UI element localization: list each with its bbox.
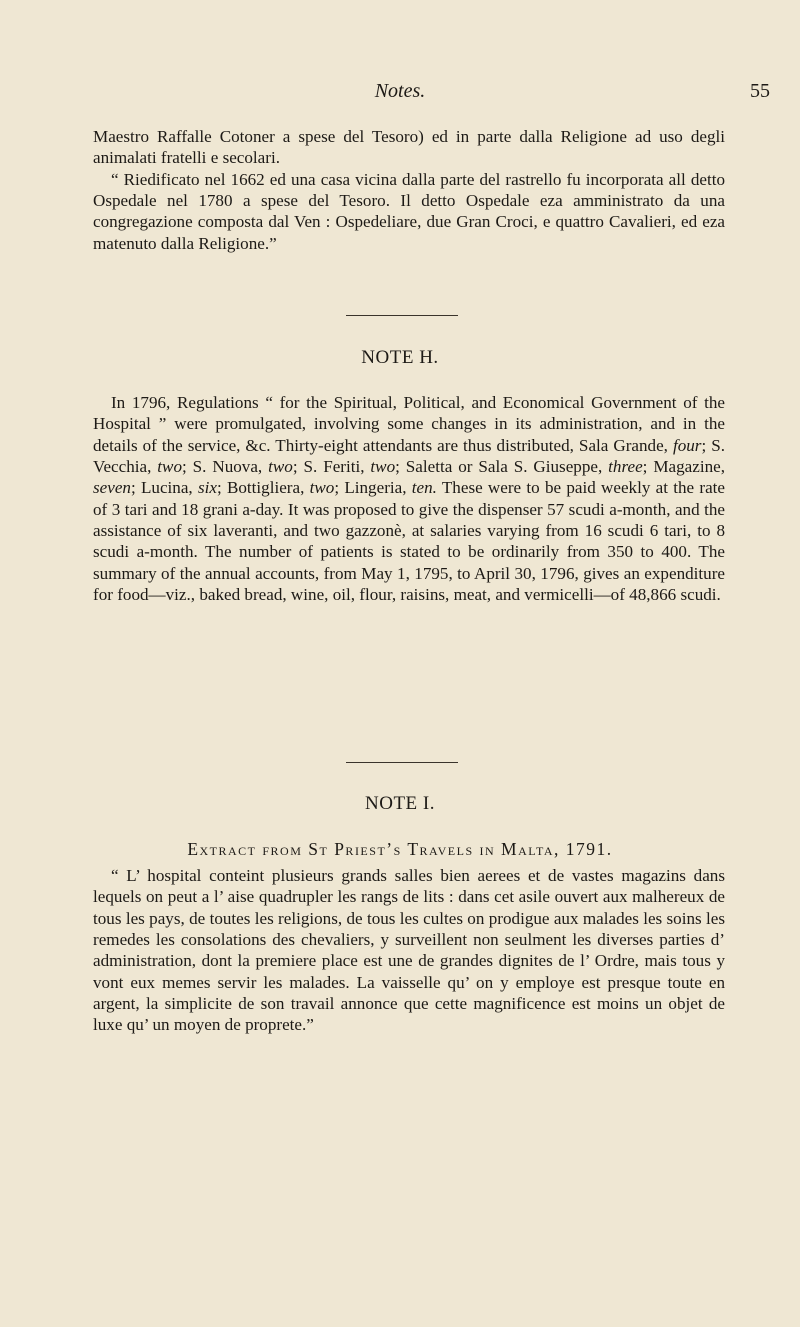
paragraph-1: Maestro Raffalle Cotoner a spese del Tesoro) ed in parte dalla Religione ad uso degli animalati fratelli e secolari. bbox=[93, 127, 725, 168]
section-divider bbox=[346, 315, 458, 316]
note-h-heading: NOTE H. bbox=[361, 347, 439, 368]
page-header bbox=[0, 80, 800, 110]
running-head: Notes. bbox=[374, 80, 426, 102]
section-divider bbox=[346, 762, 458, 763]
note-i-heading: NOTE I. bbox=[365, 793, 435, 814]
extract-heading: Extract from St Priest’s Travels in Malta, 1791. bbox=[187, 839, 613, 859]
note-h-paragraph: In 1796, Regulations “ for the Spiritual, Political, and Economical Government of the Hospital ” were promulgated, involving some changes in its administration, and in the details of the service, &c. Thirty-eight attendants are thus distributed, Sala Grande, four; S. Vecchia, two; S. Nuova, two; S. Feriti, two; Saletta or Sala S. Giuseppe, three; Magazine, seven; Lucina, six; Bottigliera, two; Lingeria, ten. These were to be paid weekly at the rate of 3 tari and 18 grani a-day. It was proposed to give the dispenser 57 scudi a-month, and the assistance of six laveranti, and two gazzonè, at salaries varying from 16 scudi 6 tari, to 8 scudi a-month. The number of patients is stated to be ordinarily from 350 to 400. The summary of the annual accounts, from May 1, 1795, to April 30, 1796, gives an expenditure for food—viz., baked bread, wine, oil, flour, raisins, meat, and vermicelli—of 48,866 scudi. bbox=[93, 393, 725, 605]
note-i-body bbox=[93, 865, 725, 1036]
paragraph-2: “ Riedificato nel 1662 ed una casa vicina dalla parte del rastrello fu incorporata all detto Ospedale nel 1780 a spese del Tesoro. Il detto Ospedale eza amministrato da una congregazione composta dal Ven : Ospedeliare, due Gran Croci, e quattro Cavalieri, ed eza matenuto dalla Religione.” bbox=[93, 169, 725, 253]
note-i-paragraph: “ L’ hospital conteint plusieurs grands salles bien aerees et de vastes magazins dans lequels on peut a l’ aise quadrupler les rangs de lits : dans cet asile ouvert aux malhereux de tous les pays, de toutes les religions, de tous les cultes on prodigue aux malades les soins les remedes les consolations des chevaliers, y surveillent non seulment les diverses parties d’ administration, dont la premiere place est une de grandes dignites de l’ Ordre, mais tous y vont eux memes servir les malades. La vaisselle qu’ on y employe est presque toute en argent, la simplicite de son travail annonce que cette magnificence est moins un objet de luxe qu’ un moyen de proprete.” bbox=[93, 866, 725, 1035]
continued-quotation bbox=[93, 126, 725, 254]
page-number: 55 bbox=[750, 80, 770, 102]
note-h-body bbox=[93, 392, 725, 605]
